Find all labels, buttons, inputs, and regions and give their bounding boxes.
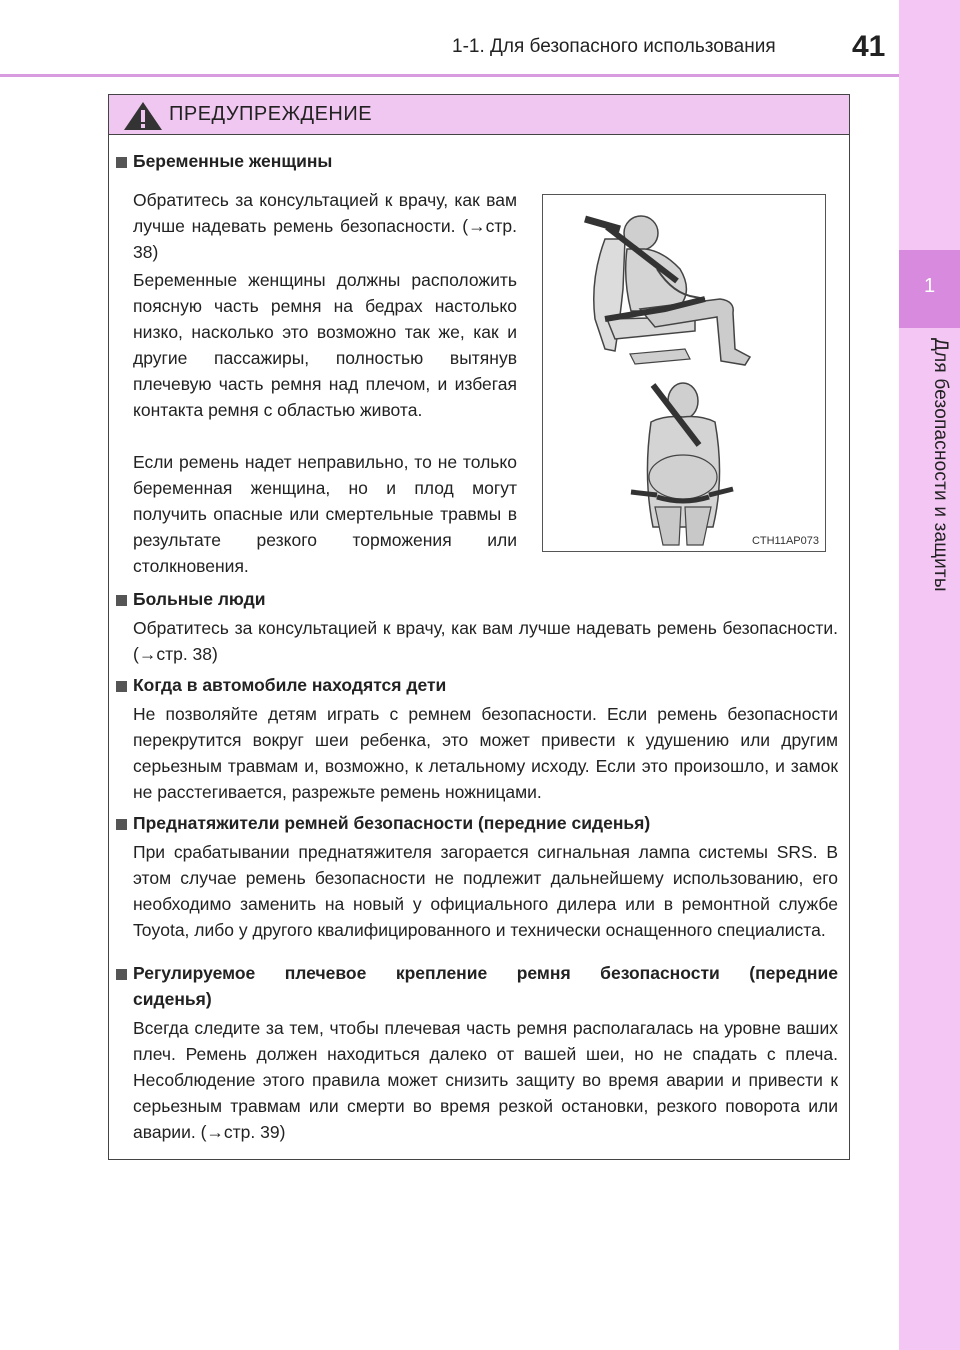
warning-triangle-icon: [123, 101, 163, 131]
seated-woman-side-view-image: [545, 199, 825, 377]
paragraph: Обратитесь за консультацией к врачу, как вам лучше надевать ремень безопасности. (→стр. 38): [133, 190, 517, 262]
header-divider: [0, 74, 900, 77]
section-heading-sick: Больные люди: [133, 589, 266, 609]
chapter-title: Для безопасности и защиты: [930, 338, 951, 592]
section-bullet: [116, 969, 127, 980]
paragraph: Беременные женщины должны расположить поясную часть ремня на бедрах настолько низко, насколько это возможно так же, как и другие пассажиры, полностью вытянув плечевую часть ремня над плечом, и избегая контакта ремня с областью живота.: [133, 270, 517, 420]
warning-title: ПРЕДУПРЕЖДЕНИЕ: [169, 103, 373, 125]
section-heading-shoulder-anchor: Регулируемое плечевое крепление ремня безопасности (передние: [133, 963, 838, 983]
paragraph: Всегда следите за тем, чтобы плечевая часть ремня располагалась на уровне ваших плеч. Ремень должен находиться далеко от вашей шеи, но не спадать с плеча. Несоблюдение этого правила может снизить защиту во время аварии и привести к серьезным травмам или смерти во время резкой остановки, резкого поворота или аварии. (→стр. 39): [133, 1018, 838, 1142]
paragraph: Не позволяйте детям играть с ремнем безопасности. Если ремень безопасности перекрутится вокруг шеи ребенка, это может привести к удушению или другим серьезным травмам и, возможно, к летальному исходу. Если это произошло, и замок не расстегивается, разрежьте ремень ножницами.: [133, 704, 838, 802]
page-number: 41: [852, 30, 886, 63]
section-bullet: [116, 681, 127, 692]
warning-header: [109, 95, 849, 135]
paragraph: Если ремень надет неправильно, то не только беременная женщина, но и плод могут получить опасные или смертельные травмы в результате резкого торможения или столкновения.: [133, 452, 517, 576]
seated-woman-front-view-image: [583, 377, 783, 547]
figure-code: CTH11AP073: [751, 535, 819, 547]
pregnant-seatbelt-illustration: [542, 194, 826, 552]
section-heading-children: Когда в автомобиле находятся дети: [133, 675, 447, 695]
section-bullet: [116, 157, 127, 168]
chapter-number: 1: [923, 275, 936, 297]
section-reference: 1-1. Для безопасного использования: [452, 36, 776, 57]
paragraph: Обратитесь за консультацией к врачу, как вам лучше надевать ремень безопасности. (→стр. 38): [133, 618, 838, 664]
section-heading-shoulder-anchor-cont: сиденья): [133, 989, 212, 1009]
chapter-side-tab: [899, 0, 960, 1350]
section-heading-pregnant: Беременные женщины: [133, 151, 333, 171]
section-bullet: [116, 819, 127, 830]
section-heading-pretensioners: Преднатяжители ремней безопасности (передние сиденья): [133, 813, 651, 833]
section-bullet: [116, 595, 127, 606]
paragraph: При срабатывании преднатяжителя загорается сигнальная лампа системы SRS. В этом случае ремень безопасности не подлежит дальнейшему использованию, его необходимо заменить на новый у официального дилера или в ремонтной службе Toyota, либо у другого квалифицированного и технически оснащенного специалиста.: [133, 842, 838, 940]
